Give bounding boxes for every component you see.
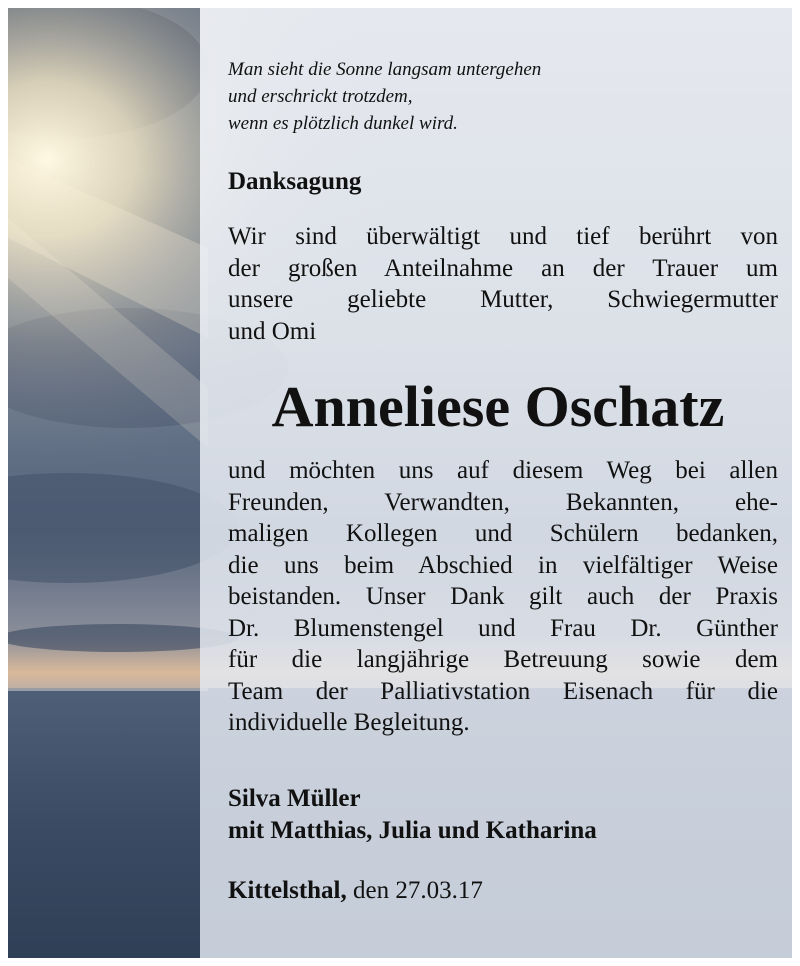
signer-primary: Silva Müller bbox=[228, 784, 361, 812]
motto-verse bbox=[228, 56, 778, 137]
thanks-line: Team der Palliativstation Eisenach für die bbox=[228, 677, 778, 705]
notice-date: den 27.03.17 bbox=[353, 876, 483, 904]
thanks-line: maligen Kollegen und Schülern bedanken, bbox=[228, 520, 778, 547]
intro-line: der großen Anteilnahme an der Trauer um bbox=[228, 254, 778, 282]
intro-line: Wir sind überwältigt und tief berührt von bbox=[228, 223, 778, 250]
notice-frame bbox=[8, 8, 792, 958]
place-town: Kittelsthal, bbox=[228, 876, 347, 904]
thanks-line: beistanden. Unser Dank gilt auch der Praxis bbox=[228, 583, 778, 610]
intro-line: unsere geliebte Mutter, Schwiegermutter bbox=[228, 286, 778, 313]
motto-line: wenn es plötzlich dunkel wird. bbox=[228, 113, 458, 134]
notice-content bbox=[228, 8, 778, 907]
signer-family: mit Matthias, Julia und Katharina bbox=[228, 816, 597, 844]
signers-block bbox=[228, 783, 778, 847]
place-date bbox=[228, 875, 778, 907]
motto-line: und erschrickt trotzdem, bbox=[228, 86, 413, 107]
deceased-name: Anneliese Oschatz bbox=[271, 374, 725, 439]
intro-line: und Omi bbox=[228, 317, 317, 345]
notice-heading: Danksagung bbox=[228, 168, 362, 195]
thanks-line: individuelle Begleitung. bbox=[228, 709, 470, 736]
intro-paragraph bbox=[228, 221, 778, 347]
motto-line: Man sieht die Sonne langsam untergehen bbox=[228, 59, 542, 80]
thanks-line: für die langjährige Betreuung sowie dem bbox=[228, 646, 778, 673]
thanks-line: und möchten uns auf diesem Weg bei allen bbox=[228, 457, 778, 484]
thanks-line: Freunden, Verwandten, Bekannten, ehe- bbox=[228, 488, 778, 516]
thanks-line: Dr. Blumenstengel und Frau Dr. Günther bbox=[228, 614, 778, 642]
thanks-paragraph bbox=[228, 455, 778, 739]
thanks-line: die uns beim Abschied in vielfältiger Weise bbox=[228, 551, 778, 579]
